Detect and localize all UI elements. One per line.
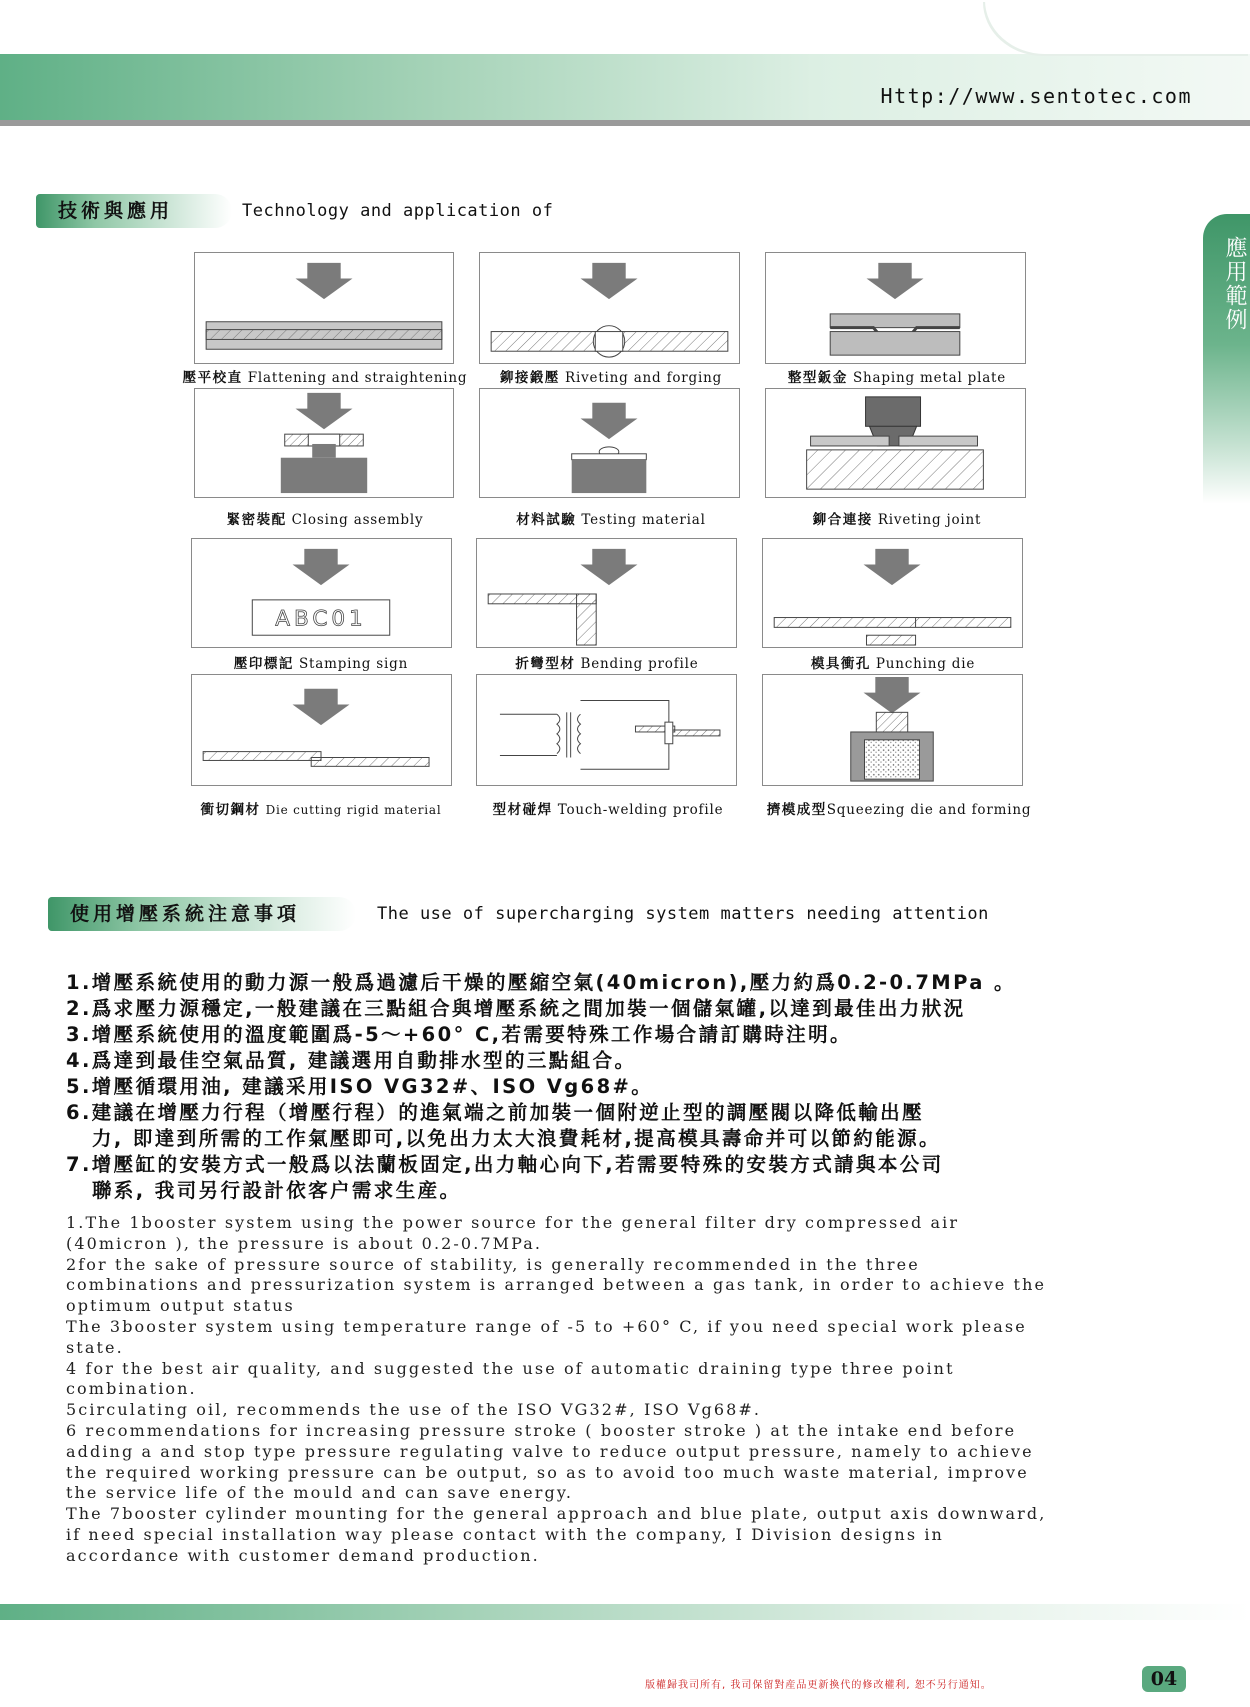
- note-en-line: state.: [66, 1337, 124, 1357]
- footer-band: [0, 1604, 1250, 1620]
- bending-profile-diagram: [476, 538, 737, 648]
- caption-punching-die: 模具衝孔 Punching die: [810, 656, 976, 672]
- note-en-line: optimum output status: [66, 1296, 295, 1316]
- caption-riveting-joint: 鉚合連接 Riveting joint: [812, 512, 982, 528]
- header-notch: [985, 0, 1250, 54]
- die-cutting-diagram: [191, 674, 452, 786]
- header-rule: [0, 120, 1250, 126]
- note-en-line: if need special installation way please contact with the company, I Division designs in: [66, 1524, 944, 1544]
- note-en-line: combination.: [66, 1379, 197, 1399]
- caption-closing-assembly: 緊密裝配 Closing assembly: [226, 512, 424, 528]
- note-en-line: 6 recommendations for increasing pressure stroke ( booster stroke ) at the intake end before: [66, 1420, 1017, 1440]
- squeezing-die-diagram: [762, 674, 1023, 786]
- note-zh-line: 1.增壓系統使用的動力源一般爲過濾后干燥的壓縮空氣(40micron),壓力約爲0.2-0.7MPa 。: [66, 971, 1016, 994]
- caption-testing-material: 材料試驗 Testing material: [516, 512, 706, 528]
- section1-title-pill: [36, 194, 232, 228]
- note-zh-line: 7.增壓缸的安裝方式一般爲以法蘭板固定,出力軸心向下,若需要特殊的安裝方式請與本公司: [66, 1153, 944, 1176]
- caption-die-cutting: 衝切鋼材 Die cutting rigid material: [200, 802, 442, 818]
- shaping-plate-diagram: [765, 252, 1026, 364]
- press-arrow-icon: [581, 403, 638, 439]
- caption-bending-profile: 折彎型材 Bending profile: [515, 656, 699, 672]
- note-en-line: 2for the sake of pressure source of stability, is generally recommended in the three: [66, 1254, 920, 1274]
- riveting-joint-diagram: [765, 388, 1026, 498]
- notes-zh: [66, 970, 1186, 1204]
- section2-title-en: The use of supercharging system matters needing attention: [377, 904, 989, 924]
- touch-welding-diagram: [476, 674, 737, 786]
- note-en-line: accordance with customer demand production.: [66, 1545, 540, 1565]
- caption-flattening: 壓平校直 Flattening and straightening: [182, 370, 468, 386]
- riveting-forging-diagram: [479, 252, 740, 364]
- press-arrow-icon: [581, 263, 638, 299]
- side-tab-label: 應用範例: [1222, 236, 1247, 332]
- note-en-line: the required working pressure can be output, so as to avoid too much waste material, improve: [66, 1462, 1029, 1482]
- notes-en: [66, 1213, 1196, 1567]
- note-en-line: 4 for the best air quality, and suggested the use of automatic draining type three point: [66, 1358, 955, 1378]
- caption-squeezing-die: 擠模成型Squeezing die and forming: [766, 802, 1032, 818]
- note-zh-line: 3.增壓系統使用的溫度範圍爲-5～+60° C,若需要特殊工作場合請訂購時注明。: [66, 1023, 852, 1046]
- caption-riveting-forging: 鉚接鍛壓 Riveting and forging: [499, 370, 723, 386]
- section2-title-pill: [48, 897, 356, 931]
- note-en-line: The 3booster system using temperature range of -5 to +60° C, if you need special work please: [66, 1316, 1027, 1336]
- note-en-line: the service life of the mould and can save energy.: [66, 1483, 574, 1503]
- note-zh-line: 2.爲求壓力源穩定,一般建議在三點組合與增壓系統之間加裝一個儲氣罐,以達到最佳出力狀況: [66, 997, 966, 1020]
- site-url[interactable]: Http://www.sentotec.com: [880, 84, 1192, 108]
- note-en-line: 1.The 1booster system using the power source for the general filter dry compressed air: [66, 1213, 960, 1232]
- section2-title-zh: 使用增壓系統注意事項: [70, 903, 301, 925]
- caption-stamping-sign: 壓印標記 Stamping sign: [233, 656, 409, 672]
- section1-title-en: Technology and application of: [242, 201, 554, 221]
- note-en-line: adding a and stop type pressure regulating valve to reduce output pressure, namely to achieve: [66, 1441, 1034, 1461]
- press-arrow-icon: [867, 263, 924, 299]
- press-arrow-icon: [864, 677, 921, 713]
- press-arrow-icon: [296, 263, 353, 299]
- note-en-line: 5circulating oil, recommends the use of the ISO VG32#, ISO Vg68#.: [66, 1400, 762, 1420]
- press-arrow-icon: [293, 549, 350, 585]
- note-zh-line: 力, 即達到所需的工作氣壓即可,以免出力太大浪費耗材,提高模具壽命并可以節約能源。: [92, 1127, 941, 1150]
- note-en-line: combinations and pressurization system is arranged between a gas tank, in order to achieve the: [66, 1275, 1047, 1295]
- page-number: 04: [1142, 1666, 1186, 1692]
- caption-touch-welding: 型材碰焊 Touch-welding profile: [492, 802, 724, 818]
- copyright-notice: 版權歸我司所有, 我司保留對産品更新換代的修改權利, 恕不另行通知。: [645, 1680, 992, 1691]
- press-arrow-icon: [864, 549, 921, 585]
- note-zh-line: 5.增壓循環用油, 建議采用ISO VG32#、ISO Vg68#。: [66, 1075, 654, 1098]
- section1-title-zh: 技術與應用: [58, 200, 174, 222]
- note-zh-line: 聯系, 我司另行設計依客户需求生産。: [92, 1179, 462, 1202]
- punching-die-diagram: [762, 538, 1023, 648]
- closing-assembly-diagram: [194, 388, 454, 498]
- stamping-sign-diagram: [191, 538, 452, 648]
- note-zh-line: 6.建議在增壓力行程（增壓行程）的進氣端之前加裝一個附逆止型的調壓閥以降低輸出壓: [66, 1101, 924, 1124]
- note-zh-line: 4.爲達到最佳空氣品質, 建議選用自動排水型的三點組合。: [66, 1049, 637, 1072]
- note-en-line: The 7booster cylinder mounting for the general approach and blue plate, output axis downward,: [66, 1504, 1047, 1524]
- stamp-text: ABC01: [275, 606, 367, 632]
- flattening-svg: [195, 253, 453, 363]
- press-arrow-icon: [296, 393, 353, 429]
- press-arrow-icon: [293, 689, 350, 725]
- press-arrow-icon: [580, 549, 637, 585]
- caption-shaping-plate: 整型鈑金 Shaping metal plate: [787, 370, 1007, 386]
- flattening-diagram: [194, 252, 454, 364]
- note-en-line: (40micron ), the pressure is about 0.2-0.7MPa.: [66, 1233, 543, 1253]
- testing-material-diagram: [479, 388, 740, 498]
